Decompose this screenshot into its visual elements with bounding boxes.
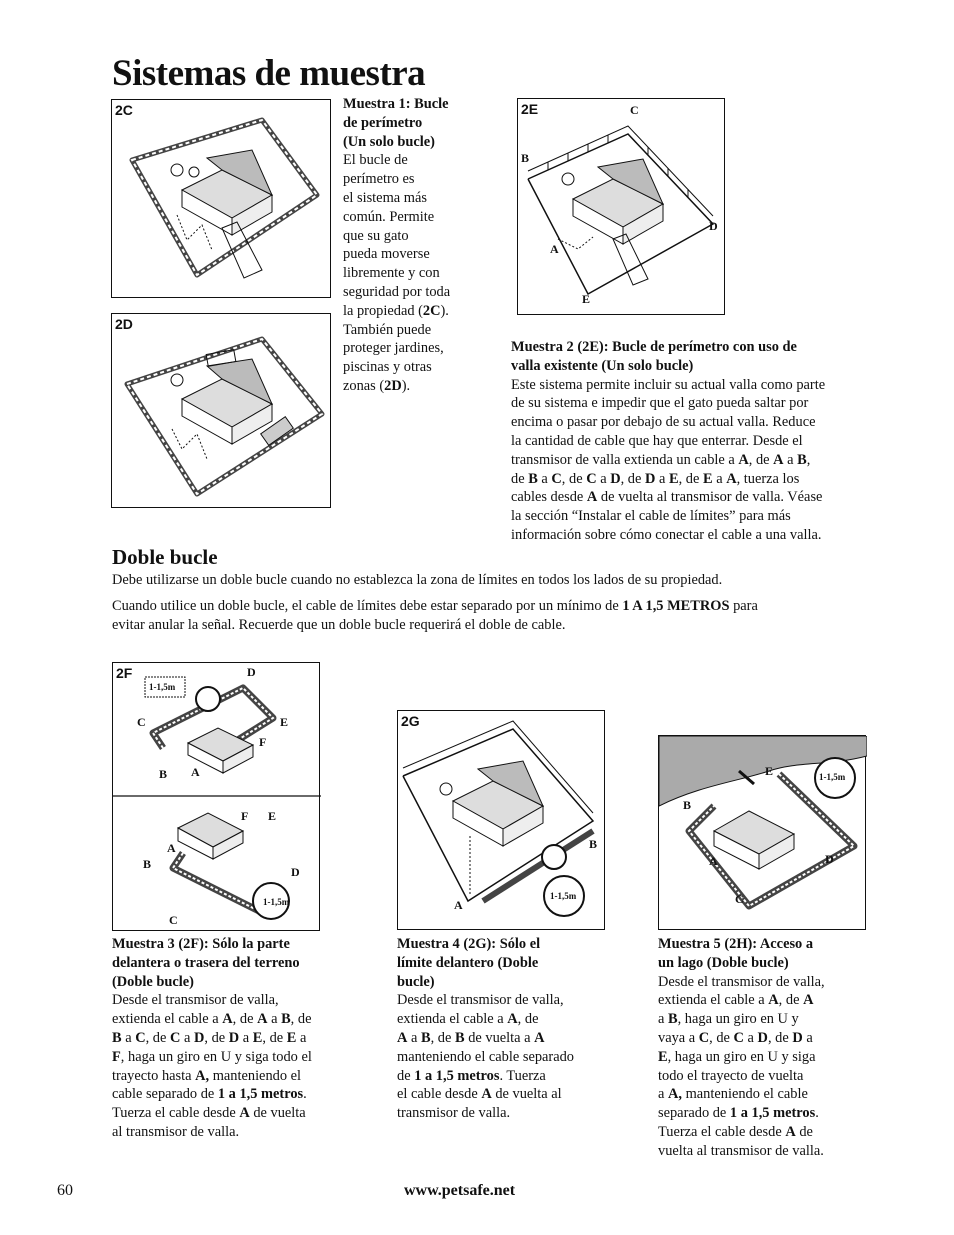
body-line xyxy=(343,377,483,396)
figure-label: 2E xyxy=(521,101,539,117)
text: a xyxy=(658,1086,668,1103)
body-line xyxy=(511,451,901,470)
figure-2e xyxy=(517,98,725,315)
letter: A xyxy=(785,1123,796,1140)
body-line xyxy=(397,1010,617,1029)
body-line xyxy=(112,1010,362,1029)
letter: A xyxy=(222,1011,233,1028)
letter: C xyxy=(586,470,597,487)
point-label-d: D xyxy=(291,865,300,879)
sample-1-heading: Muestra 1: Bucle xyxy=(343,96,449,112)
point-label-e: E xyxy=(765,764,774,778)
text: para xyxy=(729,598,758,614)
body-line: el sistema más xyxy=(343,189,427,206)
text: , haga un giro en U y siga todo el xyxy=(120,1048,312,1065)
point-label-b: B xyxy=(143,857,152,871)
website-link[interactable]: www.petsafe.net xyxy=(404,1182,516,1199)
paragraph: Debe utilizarse un doble bucle cuando no establezca la zona de límites en todos los lados de su propiedad. xyxy=(112,572,723,588)
text: , de xyxy=(561,470,587,487)
text: de vuelta al xyxy=(491,1086,562,1103)
distance-label: 1-1,5m xyxy=(819,772,846,782)
body-line: común. Permite xyxy=(343,208,435,225)
text: ). xyxy=(401,377,411,394)
body-line: que su gato xyxy=(343,227,409,244)
paragraph xyxy=(112,597,902,635)
letter: A xyxy=(507,1011,518,1028)
sample-5-heading: Muestra 5 (2H): Acceso a xyxy=(658,936,814,952)
letter: A xyxy=(586,489,598,506)
text: vaya a xyxy=(658,1029,699,1046)
point-label-e: E xyxy=(582,292,591,306)
sample-1-description xyxy=(343,95,483,396)
text: , tuerza los xyxy=(736,470,800,487)
text: ). xyxy=(440,302,449,319)
body-line: vuelta al transmisor de valla. xyxy=(658,1142,824,1159)
distance-label: 1-1,5m xyxy=(550,891,577,901)
front-back-double-loop-illustration xyxy=(113,663,321,932)
text: , de xyxy=(262,1029,287,1046)
point-label-b: B xyxy=(159,767,168,781)
point-label-a: A xyxy=(550,242,559,256)
text: el cable desde xyxy=(397,1086,482,1103)
text: de vuelta a xyxy=(464,1029,535,1046)
letter: A xyxy=(768,992,779,1009)
text: , de xyxy=(145,1029,170,1046)
text: , de xyxy=(678,470,703,487)
point-label-c: C xyxy=(169,913,178,927)
sample-2-description xyxy=(511,338,901,545)
body-line: perímetro es xyxy=(343,171,415,188)
point-label-c: C xyxy=(137,715,146,729)
text: 1 A 1,5 METROS xyxy=(622,598,730,614)
letter: A xyxy=(773,451,784,468)
letter: E xyxy=(252,1029,263,1046)
house-icon xyxy=(182,359,272,444)
sample-5-heading-line: un lago (Doble bucle) xyxy=(658,954,789,971)
letter: B xyxy=(112,1029,122,1046)
text: a xyxy=(802,1029,813,1046)
letter: A xyxy=(481,1086,492,1103)
text: de xyxy=(397,1067,415,1084)
text: Tuerza el cable desde xyxy=(658,1123,786,1140)
sample-1-heading-line: de perímetro xyxy=(343,114,423,131)
text: a xyxy=(121,1029,136,1046)
text: 2D xyxy=(384,377,402,394)
letter: B xyxy=(797,451,807,468)
text: a xyxy=(596,470,611,487)
distance-label: 1-1,5m xyxy=(149,682,176,692)
text: la propiedad ( xyxy=(343,302,423,319)
body-line xyxy=(511,488,901,507)
body-line xyxy=(112,1067,362,1086)
body-line xyxy=(511,470,901,489)
letter: D xyxy=(610,470,621,487)
text: . xyxy=(303,1086,307,1103)
text: a xyxy=(267,1011,282,1028)
letter: E xyxy=(702,470,713,487)
letter: B xyxy=(281,1011,291,1028)
text: , de xyxy=(778,992,804,1009)
text: a xyxy=(180,1029,194,1046)
text: de xyxy=(511,470,529,487)
point-label-a: A xyxy=(454,898,463,912)
text: manteniendo el xyxy=(209,1067,302,1084)
letter: D xyxy=(757,1029,768,1046)
text: , de xyxy=(290,1011,312,1028)
figure-2h xyxy=(658,735,866,930)
text: manteniendo el cable xyxy=(682,1086,808,1103)
sample-2-heading: Muestra 2 (2E): Bucle de perímetro con uso de xyxy=(511,339,797,355)
text: zonas ( xyxy=(343,377,385,394)
letter: B xyxy=(455,1029,465,1046)
body-line xyxy=(112,1104,362,1123)
letter: B xyxy=(668,1011,678,1028)
text: , de xyxy=(430,1029,455,1046)
sample-5-description xyxy=(658,935,878,1161)
sample-2-heading-line: valla existente (Un solo bucle) xyxy=(511,357,694,374)
house-icon xyxy=(714,811,794,869)
text: A, xyxy=(668,1086,682,1103)
letter: A xyxy=(738,451,749,468)
letter: D xyxy=(792,1029,803,1046)
text: extienda el cable a xyxy=(658,992,769,1009)
letter: E xyxy=(668,470,679,487)
text: 1 a 1,5 metros xyxy=(414,1067,500,1084)
text: extienda el cable a xyxy=(397,1011,508,1028)
text: Tuerza el cable desde xyxy=(112,1105,240,1122)
letter: E xyxy=(286,1029,297,1046)
text: A, xyxy=(195,1067,210,1084)
body-line: información sobre cómo conectar el cable a una valla. xyxy=(511,526,822,543)
body-line xyxy=(658,1048,878,1067)
letter: A xyxy=(257,1011,268,1028)
sample-4-heading-line: bucle) xyxy=(397,973,435,990)
point-label-b: B xyxy=(683,798,692,812)
body-line: de su sistema e impedir que el gato pueda saltar por xyxy=(511,395,809,412)
body-line: Este sistema permite incluir su actual valla como parte xyxy=(511,376,826,393)
text: de vuelta xyxy=(249,1105,306,1122)
body-line: manteniendo el cable separado xyxy=(397,1048,575,1065)
text: cable separado de xyxy=(112,1086,218,1103)
sample-3-heading-line: (Doble bucle) xyxy=(112,973,194,990)
text: a xyxy=(743,1029,758,1046)
body-line: Desde el transmisor de valla, xyxy=(658,973,825,990)
letter: E xyxy=(658,1048,668,1065)
perimeter-loop-with-zones-illustration xyxy=(112,314,332,509)
letter: B xyxy=(421,1029,431,1046)
text: separado de xyxy=(658,1105,730,1122)
figure-label: 2G xyxy=(401,713,420,729)
body-line: Desde el transmisor de valla, xyxy=(112,992,279,1009)
text: , de xyxy=(767,1029,793,1046)
point-label-c: C xyxy=(630,103,639,117)
point-label-e: E xyxy=(268,809,277,823)
body-line: proteger jardines, xyxy=(343,340,444,357)
text: a xyxy=(407,1029,421,1046)
body-line xyxy=(397,1067,617,1086)
text: , de xyxy=(748,451,774,468)
body-line: El bucle de xyxy=(343,152,408,169)
sample-1-heading-line: (Un solo bucle) xyxy=(343,133,435,150)
letter: C xyxy=(733,1029,744,1046)
text: Cuando utilice un doble bucle, el cable de límites debe estar separado por un mínimo de xyxy=(112,598,623,614)
text: , xyxy=(806,451,811,468)
text: , haga un giro en U y siga xyxy=(667,1048,816,1065)
text: de vuelta al transmisor de valla. Véase xyxy=(597,489,823,506)
letter: A xyxy=(397,1029,408,1046)
letter: F xyxy=(112,1048,121,1065)
point-label-f: F xyxy=(259,735,267,749)
letter: C xyxy=(170,1029,181,1046)
text: extienda el cable a xyxy=(112,1011,223,1028)
text: , de xyxy=(620,470,645,487)
body-line xyxy=(112,1085,362,1104)
figure-2c xyxy=(111,99,331,298)
sample-3-description xyxy=(112,935,362,1142)
text: 1 a 1,5 metros xyxy=(217,1086,304,1103)
house-icon xyxy=(453,761,543,846)
text: a xyxy=(658,1011,668,1028)
body-line: seguridad por toda xyxy=(343,283,451,300)
distance-label: 1-1,5m xyxy=(263,897,290,907)
letter: A xyxy=(803,992,814,1009)
page-number: 60 xyxy=(57,1182,73,1199)
letter: B xyxy=(528,470,538,487)
letter: C xyxy=(135,1029,146,1046)
body-line: evitar anular la señal. Recuerde que un doble bucle requerirá el doble de cable. xyxy=(112,617,566,633)
letter: C xyxy=(551,470,562,487)
text: , de xyxy=(232,1011,258,1028)
body-line: transmisor de valla. xyxy=(397,1105,511,1122)
figure-2g xyxy=(397,710,605,930)
body-line xyxy=(112,1048,362,1067)
body-line xyxy=(658,991,878,1010)
point-label-a: A xyxy=(167,841,176,855)
fence-perimeter-illustration xyxy=(518,99,726,316)
body-line: piscinas y otras xyxy=(343,359,432,376)
page-title: Sistemas de muestra xyxy=(112,53,426,94)
body-line xyxy=(658,1123,878,1142)
body-line: libremente y con xyxy=(343,265,440,282)
text: cables desde xyxy=(511,489,587,506)
point-label-a: A xyxy=(191,765,200,779)
body-line: al transmisor de valla. xyxy=(112,1123,240,1140)
text: . Tuerza xyxy=(499,1067,546,1084)
text: 2C xyxy=(422,302,441,319)
body-line: También puede xyxy=(343,321,432,338)
body-line xyxy=(397,1085,617,1104)
text: , haga un giro en U y xyxy=(677,1011,799,1028)
text: a xyxy=(655,470,669,487)
text: trayecto hasta xyxy=(112,1067,196,1084)
body-line: todo el trayecto de vuelta xyxy=(658,1067,804,1084)
body-line: la sección “Instalar el cable de límites” para más xyxy=(511,508,791,525)
point-label-f: F xyxy=(241,809,249,823)
house-icon xyxy=(182,150,272,235)
body-line xyxy=(658,1085,878,1104)
figure-label: 2F xyxy=(116,665,133,681)
body-line xyxy=(343,302,483,321)
text: de xyxy=(795,1123,813,1140)
point-label-a: A xyxy=(709,854,718,868)
text: . xyxy=(815,1105,819,1122)
letter: C xyxy=(698,1029,710,1046)
letter: A xyxy=(726,470,737,487)
figure-label: 2C xyxy=(115,102,133,118)
sample-3-heading: Muestra 3 (2F): Sólo la parte xyxy=(112,936,290,952)
point-label-e: E xyxy=(280,715,289,729)
body-line xyxy=(658,1104,878,1123)
text: a xyxy=(296,1029,307,1046)
figure-2d xyxy=(111,313,331,508)
figure-2f xyxy=(112,662,320,931)
text: a xyxy=(239,1029,253,1046)
text: , de xyxy=(709,1029,734,1046)
sample-4-heading: Muestra 4 (2G): Sólo el xyxy=(397,936,541,952)
perimeter-loop-illustration xyxy=(112,100,332,299)
text: a xyxy=(537,470,552,487)
body-line xyxy=(658,1029,878,1048)
text: , de xyxy=(517,1011,539,1028)
house-icon xyxy=(573,159,663,244)
house-icon xyxy=(178,813,243,859)
sample-4-description xyxy=(397,935,617,1123)
body-line: encima o pasar por debajo de su actual valla. Reduce xyxy=(511,414,816,431)
body-line: Desde el transmisor de valla, xyxy=(397,992,564,1009)
letter: D xyxy=(194,1029,205,1046)
body-line xyxy=(112,597,902,616)
letter: D xyxy=(644,470,656,487)
body-line xyxy=(112,1029,362,1048)
letter: A xyxy=(534,1029,545,1046)
section-heading: Doble bucle xyxy=(112,545,218,569)
text: , de xyxy=(204,1029,229,1046)
letter: A xyxy=(239,1105,250,1122)
text: transmisor de valla extienda un cable a xyxy=(511,451,739,468)
point-label-b: B xyxy=(521,151,530,165)
point-label-d: D xyxy=(825,852,834,866)
body-line xyxy=(397,1029,617,1048)
sample-4-heading-line: límite delantero (Doble xyxy=(397,954,539,971)
figure-label: 2D xyxy=(115,316,133,332)
text: 1 a 1,5 metros xyxy=(729,1105,816,1122)
point-label-b: B xyxy=(589,837,598,851)
point-label-c: C xyxy=(735,892,744,906)
text: a xyxy=(712,470,727,487)
body-line: pueda moverse xyxy=(343,246,430,263)
sample-3-heading-line: delantera o trasera del terreno xyxy=(112,954,300,971)
lake-access-double-loop-illustration xyxy=(659,736,867,931)
body-line xyxy=(658,1010,878,1029)
point-label-d: D xyxy=(247,665,256,679)
letter: D xyxy=(228,1029,240,1046)
body-line: la cantidad de cable que hay que enterrar. Desde el xyxy=(511,432,803,449)
point-label-d: D xyxy=(709,219,718,233)
text: a xyxy=(783,451,798,468)
